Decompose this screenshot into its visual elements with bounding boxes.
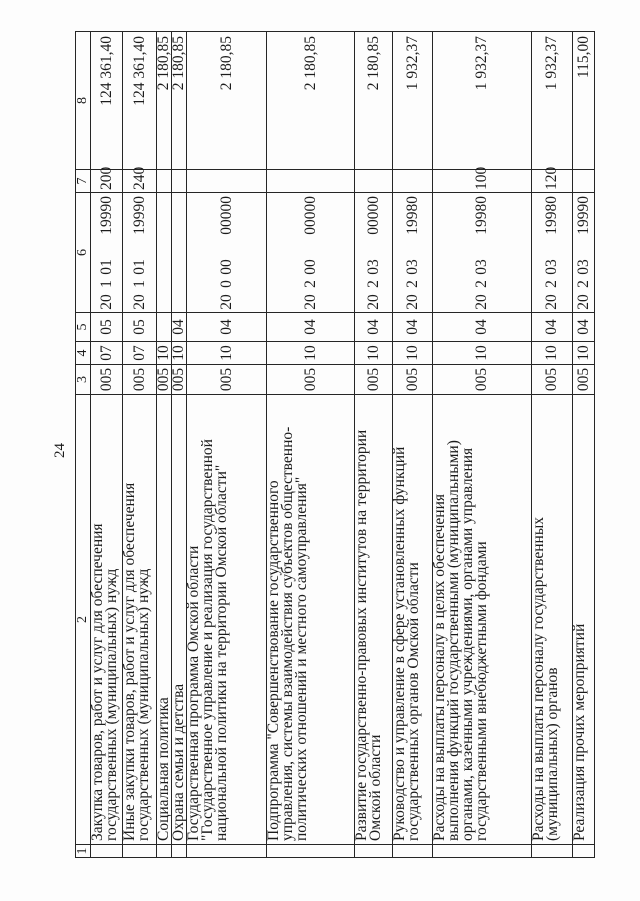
target-item-cell <box>355 193 393 313</box>
dept-code-cell: 005 <box>267 365 355 395</box>
section-code-cell: 10 <box>267 342 355 365</box>
column-number-5: 5 <box>76 313 91 342</box>
expense-direction-code: 19990 <box>574 196 592 235</box>
target-item-code <box>475 193 489 312</box>
row-number-cell <box>187 845 267 858</box>
column-number-8: 8 <box>76 32 91 170</box>
section-code-cell: 10 <box>355 342 393 365</box>
amount-cell: 2 180,85 <box>267 32 355 170</box>
column-number-3: 3 <box>76 365 91 395</box>
expense-name-cell: Закупка товаров, работ и услуг для обеспечения государственных (муниципальных) нужд <box>91 395 123 845</box>
table-row <box>532 32 573 858</box>
target-item-code <box>403 193 421 312</box>
expense-direction-code: 19980 <box>473 196 490 235</box>
expense-type-cell: 100 <box>433 170 532 193</box>
expense-direction-code: 00000 <box>217 196 235 235</box>
subsection-code-cell: 04 <box>187 313 267 342</box>
target-item-cell <box>157 193 172 313</box>
program-code: 20 <box>97 294 115 310</box>
subprogram-code: 2 <box>543 280 560 288</box>
subsection-code-cell: 05 <box>91 313 123 342</box>
target-item-cell <box>393 193 433 313</box>
main-event-code: 01 <box>130 259 148 275</box>
target-item-cell <box>532 193 573 313</box>
section-code-cell: 10 <box>393 342 433 365</box>
subsection-code-cell: 04 <box>172 313 187 342</box>
row-number-cell <box>355 845 393 858</box>
expense-name-cell: Расходы на выплаты персоналу государственных (муниципальных) органов <box>532 395 573 845</box>
dept-code-cell: 005 <box>187 365 267 395</box>
amount-cell: 2 180,85 <box>157 32 172 170</box>
row-number-cell <box>91 845 123 858</box>
subprogram-code: 0 <box>217 280 235 288</box>
section-code-cell: 10 <box>573 342 595 365</box>
section-code-cell: 10 <box>187 342 267 365</box>
table-row <box>187 32 267 858</box>
expense-name-cell: Иные закупки товаров, работ и услуг для обеспечения государственных (муниципальных) нужд <box>123 395 157 845</box>
subsection-code-cell: 04 <box>573 313 595 342</box>
program-code: 20 <box>130 294 148 310</box>
subsection-code-cell: 04 <box>532 313 573 342</box>
target-item-code <box>364 193 382 312</box>
column-number-7: 7 <box>76 170 91 193</box>
row-number-cell <box>172 845 187 858</box>
target-item-code <box>574 193 592 312</box>
expense-name-cell: Развитие государственно-правовых институтов на территории Омской области <box>355 395 393 845</box>
expense-direction-code: 19980 <box>543 196 560 235</box>
row-number-cell <box>573 845 595 858</box>
target-item-code <box>217 193 235 312</box>
main-event-code: 03 <box>473 259 490 275</box>
dept-code-cell: 005 <box>433 365 532 395</box>
dept-code-cell: 005 <box>91 365 123 395</box>
expense-name-cell: Социальная политика <box>157 395 172 845</box>
expense-name-cell: Расходы на выплаты персоналу в целях обеспечения выполнения функций государственными (муниципальными) органами, казенными учреждениями, органами управления государственными внебюджетными фондами <box>433 395 532 845</box>
section-code-cell: 10 <box>157 342 172 365</box>
subprogram-code: 1 <box>97 280 115 288</box>
expense-direction-code: 00000 <box>364 196 382 235</box>
section-code-cell: 10 <box>532 342 573 365</box>
program-code: 20 <box>364 294 382 310</box>
main-event-code: 03 <box>543 259 560 275</box>
row-number-cell <box>532 845 573 858</box>
table-row <box>123 32 157 858</box>
dept-code-cell: 005 <box>172 365 187 395</box>
row-number-cell <box>433 845 532 858</box>
subprogram-code: 2 <box>574 280 592 288</box>
target-item-code <box>301 193 319 312</box>
subprogram-code: 2 <box>403 280 421 288</box>
table-row <box>91 32 123 858</box>
expense-type-cell <box>355 170 393 193</box>
table-row <box>267 32 355 858</box>
expense-name-cell: Государственная программа Омской области "Государственное управление и реализация государственной национальной политики на территории Омской области" <box>187 395 267 845</box>
main-event-code: 00 <box>301 259 319 275</box>
section-code-cell: 10 <box>172 342 187 365</box>
dept-code-cell: 005 <box>393 365 433 395</box>
target-item-cell <box>187 193 267 313</box>
subprogram-code: 1 <box>130 280 148 288</box>
amount-cell: 1 932,37 <box>393 32 433 170</box>
section-code-cell: 10 <box>433 342 532 365</box>
program-code: 20 <box>574 294 592 310</box>
dept-code-cell: 005 <box>157 365 172 395</box>
expense-type-cell: 240 <box>123 170 157 193</box>
expense-direction-code: 19980 <box>403 196 421 235</box>
program-code: 20 <box>473 294 490 310</box>
table-row <box>433 32 532 858</box>
target-item-code <box>97 193 115 312</box>
target-item-cell <box>267 193 355 313</box>
column-number-1: 1 <box>76 845 91 858</box>
page-number: 24 <box>52 443 68 458</box>
expense-type-cell: 120 <box>532 170 573 193</box>
dept-code-cell: 005 <box>355 365 393 395</box>
expense-name-cell: Подпрограмма "Совершенствование государственного управления, системы взаимодействия субъектов общественно- политических отношений и местного самоуправления" <box>267 395 355 845</box>
subprogram-code: 2 <box>364 280 382 288</box>
dept-code-cell: 005 <box>573 365 595 395</box>
row-number-cell <box>267 845 355 858</box>
expense-type-cell <box>393 170 433 193</box>
subsection-code-cell: 04 <box>433 313 532 342</box>
table-row <box>393 32 433 858</box>
row-number-cell <box>157 845 172 858</box>
target-item-cell <box>123 193 157 313</box>
dept-code-cell: 005 <box>123 365 157 395</box>
subprogram-code: 2 <box>473 280 490 288</box>
amount-cell: 1 932,37 <box>532 32 573 170</box>
expense-type-cell <box>573 170 595 193</box>
column-number-2: 2 <box>76 395 91 845</box>
amount-cell: 1 932,37 <box>433 32 532 170</box>
main-event-code: 01 <box>97 259 115 275</box>
target-item-cell <box>573 193 595 313</box>
section-code-cell: 07 <box>91 342 123 365</box>
main-event-code: 00 <box>217 259 235 275</box>
program-code: 20 <box>543 294 560 310</box>
program-code: 20 <box>301 294 319 310</box>
expense-type-cell: 200 <box>91 170 123 193</box>
expense-type-cell <box>157 170 172 193</box>
main-event-code: 03 <box>574 259 592 275</box>
target-item-cell <box>91 193 123 313</box>
amount-cell: 115,00 <box>573 32 595 170</box>
column-number-4: 4 <box>76 342 91 365</box>
subsection-code-cell: 04 <box>393 313 433 342</box>
expense-direction-code: 19990 <box>97 196 115 235</box>
expense-type-cell <box>172 170 187 193</box>
amount-cell: 2 180,85 <box>187 32 267 170</box>
subprogram-code: 2 <box>301 280 319 288</box>
budget-table <box>75 31 595 858</box>
expense-type-cell <box>187 170 267 193</box>
expense-name-cell: Охрана семьи и детства <box>172 395 187 845</box>
table-row <box>355 32 393 858</box>
target-item-cell <box>172 193 187 313</box>
main-event-code: 03 <box>403 259 421 275</box>
program-code: 20 <box>217 294 235 310</box>
amount-cell: 124 361,40 <box>91 32 123 170</box>
expense-direction-code: 19990 <box>130 196 148 235</box>
main-event-code: 03 <box>364 259 382 275</box>
section-code-cell: 07 <box>123 342 157 365</box>
amount-cell: 2 180,85 <box>355 32 393 170</box>
expense-type-cell <box>267 170 355 193</box>
amount-cell: 124 361,40 <box>123 32 157 170</box>
amount-cell: 2 180,85 <box>172 32 187 170</box>
subsection-code-cell: 04 <box>267 313 355 342</box>
column-number-6: 6 <box>76 193 91 313</box>
subsection-code-cell: 04 <box>355 313 393 342</box>
table-row <box>573 32 595 858</box>
row-number-cell <box>393 845 433 858</box>
expense-name-cell: Руководство и управление в сфере установленных функций государственных органов Омской области <box>393 395 433 845</box>
dept-code-cell: 005 <box>532 365 573 395</box>
target-item-code <box>545 193 559 312</box>
target-item-cell <box>433 193 532 313</box>
target-item-code <box>130 193 148 312</box>
subsection-code-cell: 05 <box>123 313 157 342</box>
expense-direction-code: 00000 <box>301 196 319 235</box>
expense-name-cell: Реализация прочих мероприятий <box>573 395 595 845</box>
program-code: 20 <box>403 294 421 310</box>
row-number-cell <box>123 845 157 858</box>
